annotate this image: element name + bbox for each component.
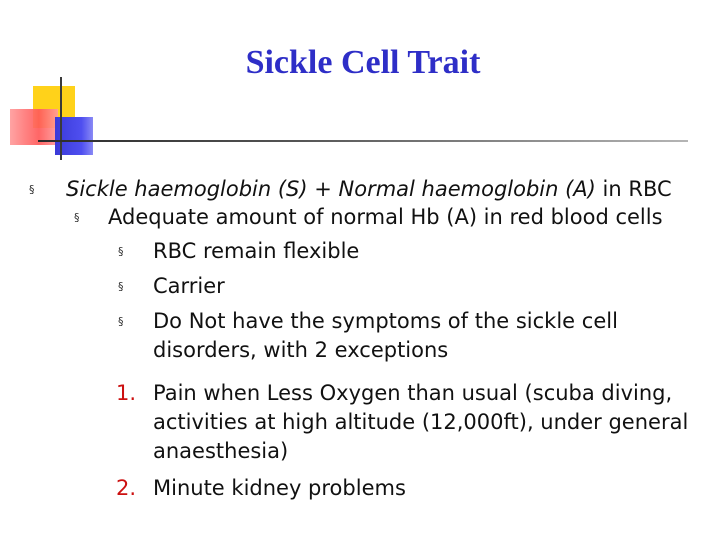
exception-text: Minute kidney problems (153, 476, 406, 500)
bullet-icon: § (118, 245, 124, 258)
bullet-icon: § (118, 280, 124, 293)
level1-plain-text: in RBC (595, 177, 672, 201)
exception-number: 1. (116, 381, 137, 405)
level3-bullet-text: Carrier (153, 274, 225, 298)
exception-number: 2. (116, 476, 137, 500)
level3-bullet-text: RBC remain flexible (153, 239, 360, 263)
level3-bullet-text: Do Not have the symptoms of the sickle cell disorders, with 2 exceptions (153, 309, 618, 362)
slide-title: Sickle Cell Trait (245, 44, 481, 81)
exception-text: Pain when Less Oxygen than usual (scuba diving, activities at high altitude (12,000ft), under general anaesthesia) (153, 381, 689, 463)
bullet-icon: § (74, 211, 80, 224)
bullet-icon: § (118, 315, 124, 328)
level2-bullet-text: Adequate amount of normal Hb (A) in red blood cells (108, 205, 663, 229)
title-underline-divider (38, 140, 688, 142)
level1-italic-text: Sickle haemoglobin (S) + Normal haemoglobin (A) (66, 177, 596, 201)
bullet-icon: § (29, 183, 35, 196)
decorative-vertical-line (60, 77, 62, 160)
level1-bullet-text (66, 175, 672, 204)
